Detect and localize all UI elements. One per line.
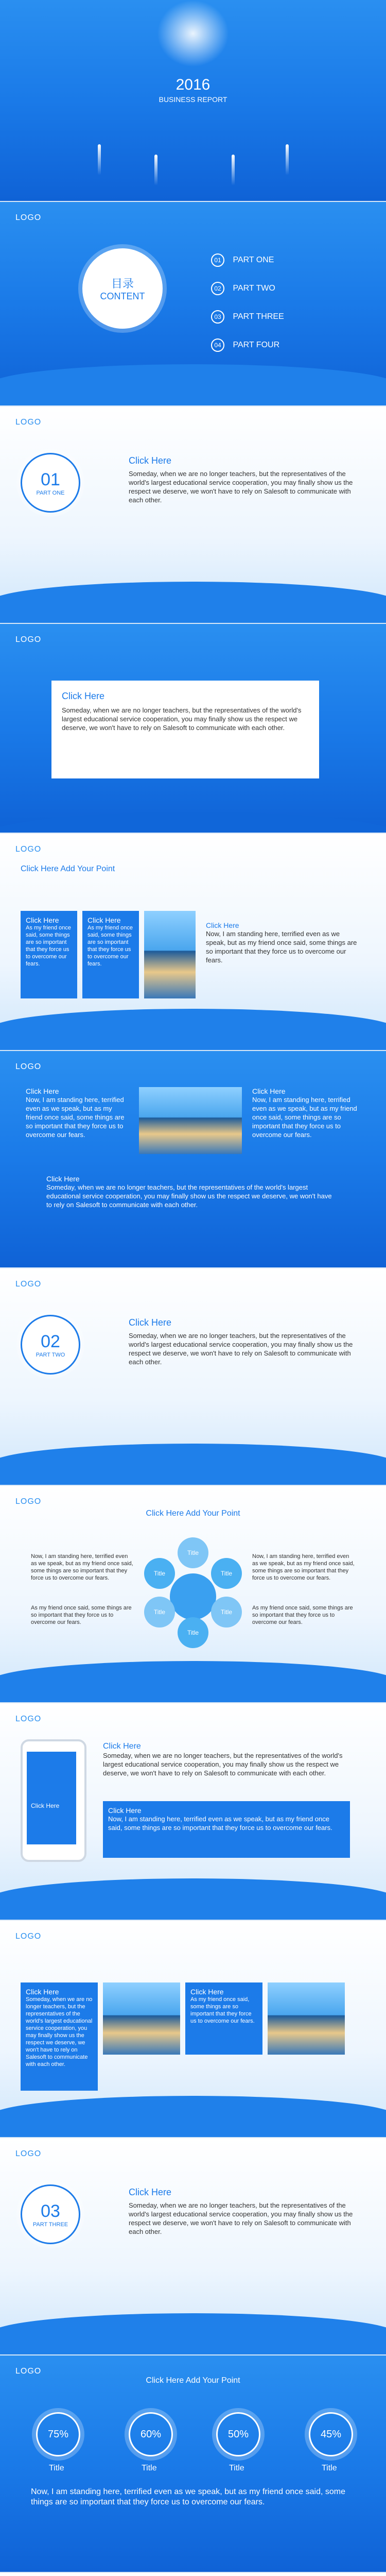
body-text: Someday, when we are no longer teachers, but the representatives of the world's largest educational service cooperation, you may finally show us the respect we deserve, we won't have to rely on Salesoft to communicate with each other. bbox=[62, 706, 302, 732]
body-text: Someday, when we are no longer teachers, but the representatives of the world's largest educational service cooperation, you may finally show us the respect we deserve, we won't have to rely on Salesoft to communicate with each other. bbox=[26, 1996, 93, 2067]
body-text: Now, I am standing here, terrified even as we speak, but as my friend once said, some things are so important that they force us to overcome our fears. bbox=[206, 930, 357, 964]
body-text: As my friend once said, some things are so important that they force us to overcome our fears. bbox=[190, 1996, 255, 2024]
body-text: Now, I am standing here, terrified even as we speak, but as my friend once said, some things are so important that they force us to overcome our fears. bbox=[252, 1096, 357, 1139]
logo: LOGO bbox=[15, 1932, 42, 1941]
slide-heading: Click Here Add Your Point bbox=[146, 1509, 240, 1518]
text-block bbox=[252, 1087, 360, 1139]
wave-decoration bbox=[0, 1009, 386, 1051]
text-block bbox=[46, 1175, 335, 1209]
cover-year: 2016 bbox=[176, 76, 210, 93]
contents-item[interactable] bbox=[211, 253, 274, 267]
slide-flower-diagram bbox=[0, 1486, 386, 1703]
contents-label: PART FOUR bbox=[233, 341, 280, 349]
info-card bbox=[185, 1982, 262, 2055]
flower-petal: Title bbox=[211, 1558, 242, 1589]
rocket-decoration bbox=[98, 144, 101, 175]
slide-heading: Click Here Add Your Point bbox=[21, 865, 115, 873]
slide-photo-text bbox=[0, 1051, 386, 1268]
click-here-heading: Click Here bbox=[87, 916, 121, 924]
info-card bbox=[103, 1801, 350, 1858]
click-here-heading: Click Here bbox=[190, 1988, 224, 1996]
contents-item[interactable] bbox=[211, 338, 279, 352]
logo: LOGO bbox=[15, 845, 42, 854]
body-text: Someday, when we are no longer teachers, but the representatives of the world's largest educational service cooperation, you may finally show us the respect we deserve, we won't have to rely on Salesoft to communicate with each other. bbox=[103, 1752, 343, 1777]
flower-petal: Title bbox=[144, 1558, 175, 1589]
click-here-heading: Click Here bbox=[103, 1742, 141, 1751]
wave-decoration bbox=[0, 2313, 386, 2355]
flower-petal: Title bbox=[211, 1597, 242, 1628]
body-text: As my friend once said, some things are so important that they force us to overcome our fears. bbox=[252, 1605, 353, 1625]
click-here-heading: Click Here bbox=[129, 455, 172, 466]
part-label: PART THREE bbox=[32, 2221, 68, 2228]
percent-label: Title bbox=[229, 2464, 244, 2472]
slide-images-text bbox=[0, 834, 386, 1051]
slide-text-card bbox=[0, 624, 386, 834]
logo: LOGO bbox=[15, 1280, 42, 1289]
part-number: 01 bbox=[41, 469, 60, 489]
part-circle bbox=[21, 1315, 80, 1375]
percent-label: Title bbox=[49, 2464, 64, 2472]
body-text: Now, I am standing here, terrified even as we speak, but as my friend once said, some things are so important that they force us to overcome our fears. bbox=[108, 1815, 332, 1832]
click-here-heading: Click Here bbox=[62, 691, 105, 701]
rocket-decoration bbox=[286, 144, 289, 175]
percent-label: Title bbox=[142, 2464, 157, 2472]
contents-title: 目录 bbox=[111, 277, 134, 290]
click-here-heading: Click Here bbox=[46, 1175, 80, 1183]
contents-label: PART ONE bbox=[233, 256, 274, 264]
contents-circle bbox=[82, 248, 163, 329]
percent-value: 60% bbox=[140, 2428, 162, 2440]
slide-phone bbox=[0, 1703, 386, 1921]
click-here-heading: Click Here bbox=[26, 1988, 59, 1996]
click-here-heading: Click Here bbox=[26, 1087, 59, 1095]
flower-center bbox=[170, 1573, 216, 1620]
contents-num: 02 bbox=[211, 282, 224, 295]
part-circle bbox=[21, 2184, 80, 2244]
flower-petal: Title bbox=[178, 1537, 208, 1568]
slide-part-three bbox=[0, 2138, 386, 2355]
photo bbox=[268, 1982, 345, 2055]
text-card bbox=[51, 681, 319, 778]
photo bbox=[144, 911, 196, 998]
logo: LOGO bbox=[15, 2149, 42, 2158]
wave-decoration bbox=[0, 1661, 386, 1703]
percent-circle bbox=[129, 2412, 173, 2456]
part-circle bbox=[21, 453, 80, 513]
percent-value: 50% bbox=[227, 2428, 249, 2440]
body-text: Now, I am standing here, terrified even as we speak, but as my friend once said, some things are so important that they force us to overcome our fears. bbox=[31, 1553, 133, 1581]
click-here-heading: Click Here bbox=[129, 2187, 172, 2197]
cover-subtitle: BUSINESS REPORT bbox=[159, 95, 227, 104]
body-text: Now, I am standing here, terrified even as we speak, but as my friend once said, some things are so important that they force us to overcome our fears. bbox=[31, 2487, 345, 2506]
contents-title-en: CONTENT bbox=[100, 291, 145, 301]
logo: LOGO bbox=[15, 418, 42, 427]
click-here-heading: Click Here bbox=[129, 1317, 172, 1328]
info-card bbox=[21, 911, 77, 998]
click-here-heading: Click Here bbox=[206, 921, 239, 929]
phone-mockup bbox=[21, 1739, 86, 1862]
wave-decoration bbox=[0, 582, 386, 624]
wave-decoration bbox=[0, 364, 386, 406]
slide-cover bbox=[0, 0, 386, 202]
wave-decoration bbox=[0, 1444, 386, 1486]
contents-num: 04 bbox=[211, 338, 224, 352]
body-text: Someday, when we are no longer teachers, but the representatives of the world's largest educational service cooperation, you may finally show us the respect we deserve, we won't have to rely on Salesoft to communicate with each other. bbox=[129, 470, 353, 504]
body-text: As my friend once said, some things are so important that they force us to overcome our fears. bbox=[26, 925, 72, 967]
percent-circle bbox=[309, 2412, 353, 2456]
rocket-decoration bbox=[232, 155, 235, 185]
text-block bbox=[206, 921, 360, 964]
photo bbox=[103, 1982, 180, 2055]
wave-decoration bbox=[0, 812, 386, 834]
logo: LOGO bbox=[15, 213, 42, 222]
contents-num: 01 bbox=[211, 253, 224, 267]
body-text: Someday, when we are no longer teachers, but the representatives of the world's largest educational service cooperation, you may finally show us the respect we deserve, we won't have to rely on Salesoft to communicate with each other. bbox=[46, 1183, 332, 1209]
logo: LOGO bbox=[15, 635, 42, 644]
part-number: 03 bbox=[41, 2201, 60, 2221]
wave-decoration bbox=[0, 1878, 386, 1921]
body-text: Now, I am standing here, terrified even as we speak, but as my friend once said, some things are so important that they force us to overcome our fears. bbox=[252, 1553, 355, 1581]
slide-heading: Click Here Add Your Point bbox=[146, 2376, 240, 2385]
info-card bbox=[21, 1982, 98, 2091]
click-here-heading: Click Here bbox=[252, 1087, 286, 1095]
contents-label: PART TWO bbox=[233, 284, 275, 293]
body-text: Someday, when we are no longer teachers, but the representatives of the world's largest educational service cooperation, you may finally show us the respect we deserve, we won't have to rely on Salesoft to communicate with each other. bbox=[129, 2201, 353, 2235]
percent-circle bbox=[36, 2412, 80, 2456]
click-here-heading: Click Here bbox=[26, 916, 59, 924]
percent-value: 75% bbox=[47, 2428, 69, 2440]
part-number: 02 bbox=[41, 1331, 60, 1351]
contents-num: 03 bbox=[211, 310, 224, 324]
logo: LOGO bbox=[15, 1497, 42, 1506]
logo: LOGO bbox=[15, 2367, 42, 2376]
rocket-decoration bbox=[154, 155, 157, 185]
click-here-heading: Click Here bbox=[31, 1802, 60, 1809]
percent-circle bbox=[216, 2412, 260, 2456]
body-text: Now, I am standing here, terrified even as we speak, but as my friend once said, some things are so important that they force us to overcome our fears. bbox=[26, 1096, 125, 1139]
cover-beam bbox=[157, 0, 229, 67]
photo bbox=[139, 1087, 242, 1154]
flower-petal: Title bbox=[178, 1617, 208, 1648]
wave-decoration bbox=[0, 2096, 386, 2138]
contents-item[interactable] bbox=[211, 282, 275, 295]
contents-label: PART THREE bbox=[233, 312, 284, 321]
logo: LOGO bbox=[15, 1062, 42, 1071]
click-here-heading: Click Here bbox=[108, 1806, 142, 1815]
part-label: PART ONE bbox=[36, 489, 65, 496]
body-text: As my friend once said, some things are so important that they force us to overcome our fears. bbox=[31, 1605, 132, 1625]
text-block bbox=[103, 1742, 350, 1777]
contents-item[interactable] bbox=[211, 310, 284, 324]
slide-part-two bbox=[0, 1268, 386, 1486]
part-label: PART TWO bbox=[36, 1351, 65, 1358]
body-text: Someday, when we are no longer teachers, but the representatives of the world's largest educational service cooperation, you may finally show us the respect we deserve, we won't have to rely on Salesoft to communicate with each other. bbox=[129, 1332, 353, 1366]
slide-cards bbox=[0, 1921, 386, 2138]
phone-screen bbox=[27, 1752, 76, 1844]
text-block bbox=[26, 1087, 129, 1139]
slide-part-one bbox=[0, 406, 386, 624]
percent-label: Title bbox=[322, 2464, 337, 2472]
slide-percent-circles bbox=[0, 2355, 386, 2573]
slide-contents bbox=[0, 202, 386, 406]
logo: LOGO bbox=[15, 1715, 42, 1723]
percent-value: 45% bbox=[320, 2428, 342, 2440]
info-card bbox=[82, 911, 139, 998]
slide-bar-chart bbox=[0, 2573, 386, 2576]
body-text: As my friend once said, some things are so important that they force us to overcome our fears. bbox=[87, 925, 133, 967]
flower-petal: Title bbox=[144, 1597, 175, 1628]
